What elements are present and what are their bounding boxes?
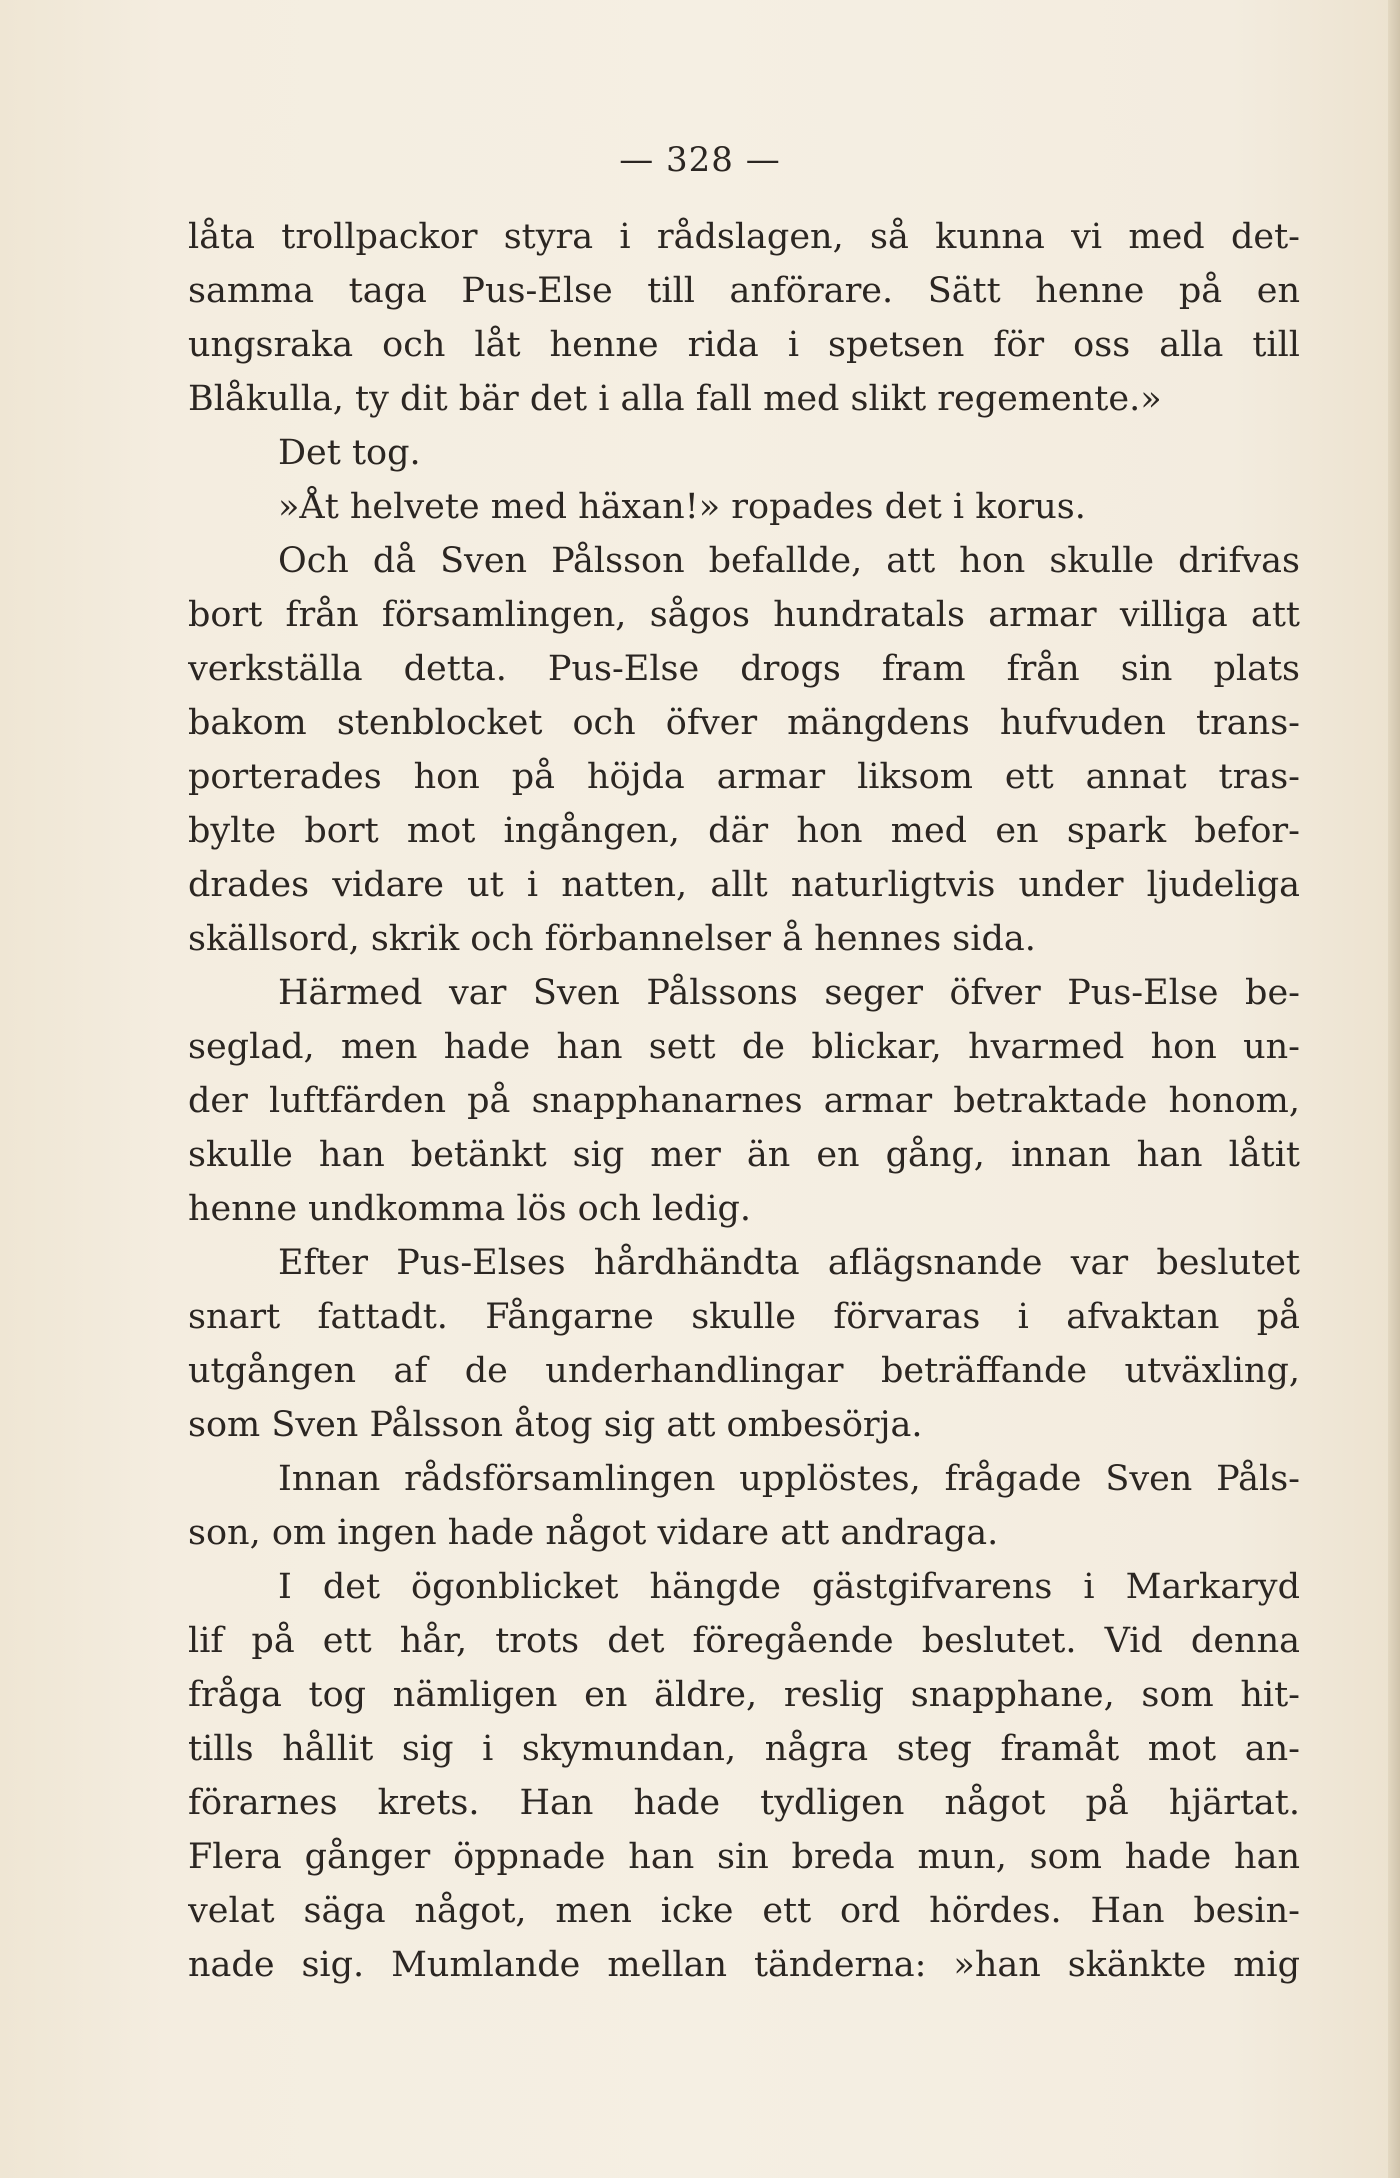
text-line: porterades hon på höjda armar liksom ett annat tras- bbox=[188, 757, 1300, 797]
text-line: bakom stenblocket och öfver mängdens hufvuden trans- bbox=[188, 703, 1300, 743]
text-line: Och då Sven Pålsson befallde, att hon skulle drifvas bbox=[278, 541, 1300, 581]
text-line: Blåkulla, ty dit bär det i alla fall med slikt regemente.» bbox=[188, 379, 1162, 419]
text-line: drades vidare ut i natten, allt naturligtvis under ljudeliga bbox=[188, 865, 1300, 905]
text-line: skällsord, skrik och förbannelser å hennes sida. bbox=[188, 919, 1036, 959]
page-number: — 328 — bbox=[619, 140, 781, 180]
text-line: utgången af de underhandlingar beträffande utväxling, bbox=[188, 1351, 1300, 1391]
text-line: Flera gånger öppnade han sin breda mun, som hade han bbox=[188, 1837, 1300, 1877]
text-line: samma taga Pus-Else till anförare. Sätt henne på en bbox=[188, 271, 1300, 311]
text-line: bort från församlingen, sågos hundratals armar villiga att bbox=[188, 595, 1300, 635]
text-line: Innan rådsförsamlingen upplöstes, frågade Sven Påls- bbox=[278, 1459, 1300, 1499]
text-line: »Åt helvete med häxan!» ropades det i korus. bbox=[278, 487, 1086, 527]
text-line: henne undkomma lös och ledig. bbox=[188, 1189, 752, 1229]
text-line: låta trollpackor styra i rådslagen, så kunna vi med det- bbox=[188, 217, 1300, 257]
text-line: Efter Pus-Elses hårdhändta aflägsnande var beslutet bbox=[278, 1243, 1300, 1283]
text-line: Det tog. bbox=[278, 433, 421, 473]
text-line: fråga tog nämligen en äldre, reslig snapphane, som hit- bbox=[188, 1675, 1300, 1715]
text-line: tills hållit sig i skymundan, några steg framåt mot an- bbox=[188, 1729, 1300, 1769]
text-line: bylte bort mot ingången, där hon med en spark befor- bbox=[188, 811, 1300, 851]
text-line: son, om ingen hade något vidare att andraga. bbox=[188, 1513, 999, 1553]
text-line: skulle han betänkt sig mer än en gång, innan han låtit bbox=[188, 1135, 1300, 1175]
text-line: Härmed var Sven Pålssons seger öfver Pus-Else be- bbox=[278, 973, 1300, 1013]
text-line: seglad, men hade han sett de blickar, hvarmed hon un- bbox=[188, 1027, 1300, 1067]
text-line: nade sig. Mumlande mellan tänderna: »han skänkte mig bbox=[188, 1945, 1300, 1985]
text-line: förarnes krets. Han hade tydligen något på hjärtat. bbox=[188, 1783, 1300, 1823]
text-line: I det ögonblicket hängde gästgifvarens i Markaryd bbox=[278, 1567, 1300, 1607]
text-line: lif på ett hår, trots det föregående beslutet. Vid denna bbox=[188, 1621, 1300, 1661]
page-edge bbox=[1388, 0, 1400, 2178]
text-line: verkställa detta. Pus-Else drogs fram från sin plats bbox=[188, 649, 1300, 689]
body-text bbox=[188, 210, 1300, 1992]
text-line: snart fattadt. Fångarne skulle förvaras i afvaktan på bbox=[188, 1297, 1300, 1337]
text-line: som Sven Pålsson åtog sig att ombesörja. bbox=[188, 1405, 923, 1445]
text-line: velat säga något, men icke ett ord hördes. Han besin- bbox=[188, 1891, 1300, 1931]
text-line: ungsraka och låt henne rida i spetsen för oss alla till bbox=[188, 325, 1300, 365]
text-line: der luftfärden på snapphanarnes armar betraktade honom, bbox=[188, 1081, 1300, 1121]
